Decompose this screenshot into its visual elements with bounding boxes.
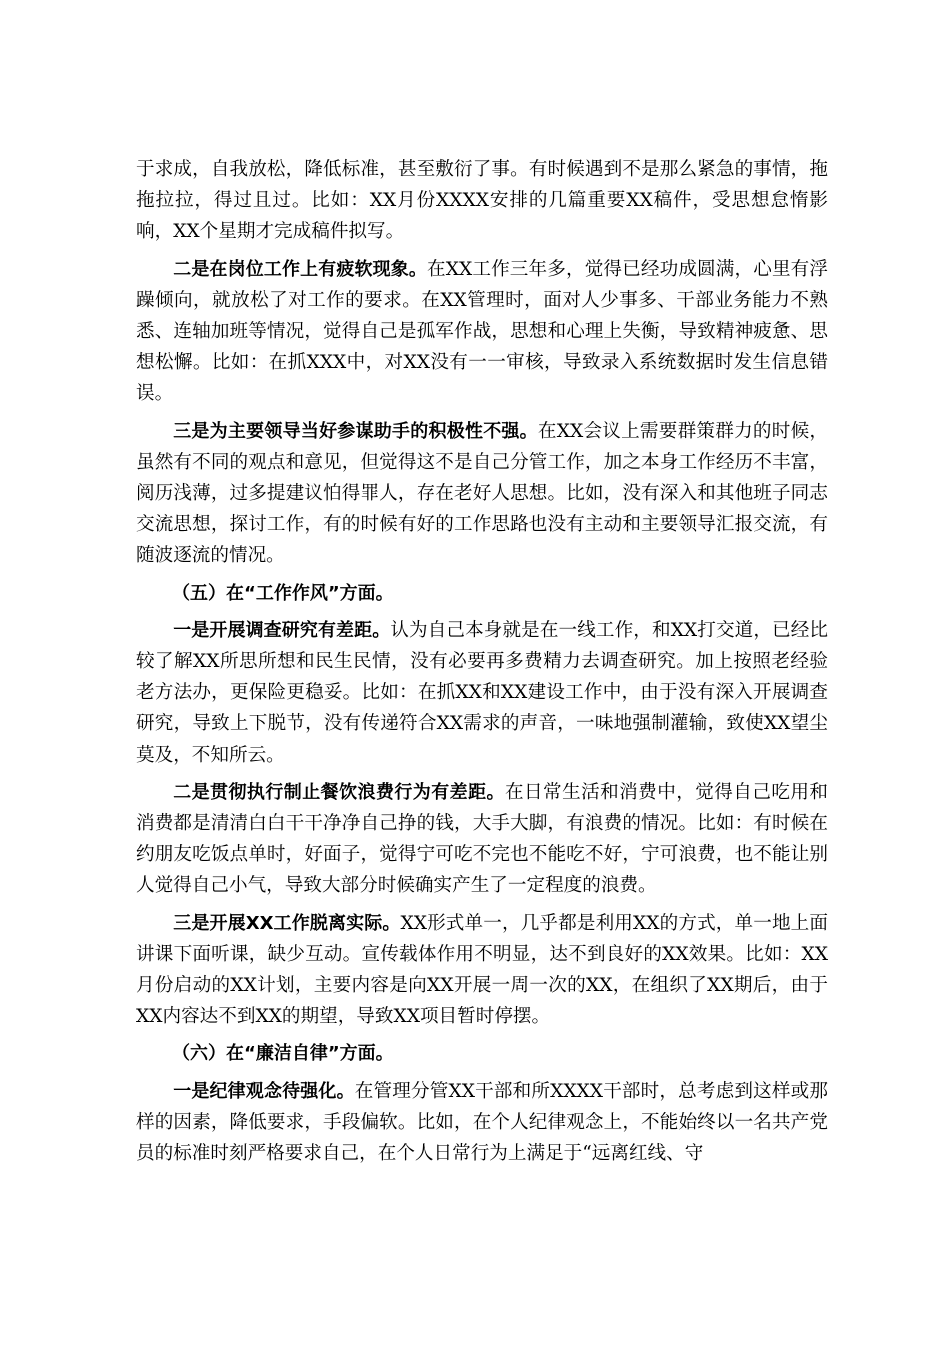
paragraph-food-waste <box>136 777 828 902</box>
paragraph-lead: 三是开展XX工作脱离实际。 <box>173 912 401 934</box>
paragraph-continuation <box>136 154 828 248</box>
paragraph-post-fatigue <box>136 254 828 410</box>
paragraph-work-detached <box>136 908 828 1033</box>
paragraph-advisor-role <box>136 416 828 572</box>
paragraph-lead: 二是在岗位工作上有疲软现象。 <box>173 258 428 280</box>
paragraph-lead: 三是为主要领导当好参谋助手的积极性不强。 <box>173 420 538 442</box>
paragraph-text: 于求成，自我放松，降低标准，甚至敷衍了事。有时候遇到不是那么紧急的事情，拖拖拉拉，得过且过。比如：XX月份XXXX安排的几篇重要XX稿件，受思想怠惰影响，XX个星期才完成稿件拟写。 <box>136 159 828 243</box>
paragraph-research-gap <box>136 615 828 771</box>
paragraph-text: 在XX会议上需要群策群力的时候，虽然有不同的观点和意见，但觉得这不是自己分管工作，加之本身工作经历不丰富，阅历浅薄，过多提建议怕得罪人，存在老好人思想。比如，没有深入和其他班子同志交流思想，探讨工作，有的时候有好的工作思路也没有主动和主要领导汇报交流，有随波逐流的情况。 <box>136 420 828 567</box>
paragraph-text: XX形式单一，几乎都是利用XX的方式，单一地上面讲课下面听课，缺少互动。宣传载体作用不明显，达不到良好的XX效果。比如：XX月份启动的XX计划，主要内容是向XX开展一周一次的XX，在组织了XX期后，由于XX内容达不到XX的期望，导致XX项目暂时停摆。 <box>136 912 828 1028</box>
document-body <box>136 154 828 1175</box>
paragraph-text: 在XX工作三年多，觉得已经功成圆满，心里有浮躁倾向，就放松了对工作的要求。在XX管理时，面对人少事多、干部业务能力不熟悉、连轴加班等情况，觉得自己是孤军作战，思想和心理上失衡，导致精神疲惫、思想松懈。比如：在抓XXX中，对XX没有一一审核，导致录入系统数据时发生信息错误。 <box>136 258 829 405</box>
paragraph-text: 在管理分管XX干部和所XXXX干部时，总考虑到这样或那样的因素，降低要求，手段偏软。比如，在个人纪律观念上，不能始终以一名共产党员的标准时刻严格要求自己，在个人日常行为上满足于“远离红线、守 <box>136 1080 829 1165</box>
paragraph-lead: 一是纪律观念待强化。 <box>173 1080 355 1102</box>
paragraph-discipline <box>136 1076 828 1170</box>
paragraph-text: 在日常生活和消费中，觉得自己吃用和消费都是清清白白干干净净自己挣的钱，大手大脚，有浪费的情况。比如：有时候在约朋友吃饭点单时，好面子，觉得宁可吃不完也不能吃不好，宁可浪费，也不能让别人觉得自己小气，导致大部分时候确实产生了一定程度的浪费。 <box>136 781 828 897</box>
paragraph-text: 认为自己本身就是在一线工作，和XX打交道，已经比较了解XX所思所想和民生民情，没有必要再多费精力去调查研究。加上按照老经验老方法办，更保险更稳妥。比如：在抓XX和XX建设工作中，由于没有深入开展调查研究，导致上下脱节，没有传递符合XX需求的声音，一味地强制灌输，致使XX望尘莫及，不知所云。 <box>136 619 828 766</box>
paragraph-lead: 二是贯彻执行制止餐饮浪费行为有差距。 <box>173 781 505 803</box>
paragraph-lead: 一是开展调查研究有差距。 <box>173 619 391 641</box>
section-heading-work-style: （五）在“工作作风”方面。 <box>172 582 394 604</box>
section-heading-integrity: （六）在“廉洁自律”方面。 <box>172 1043 394 1065</box>
